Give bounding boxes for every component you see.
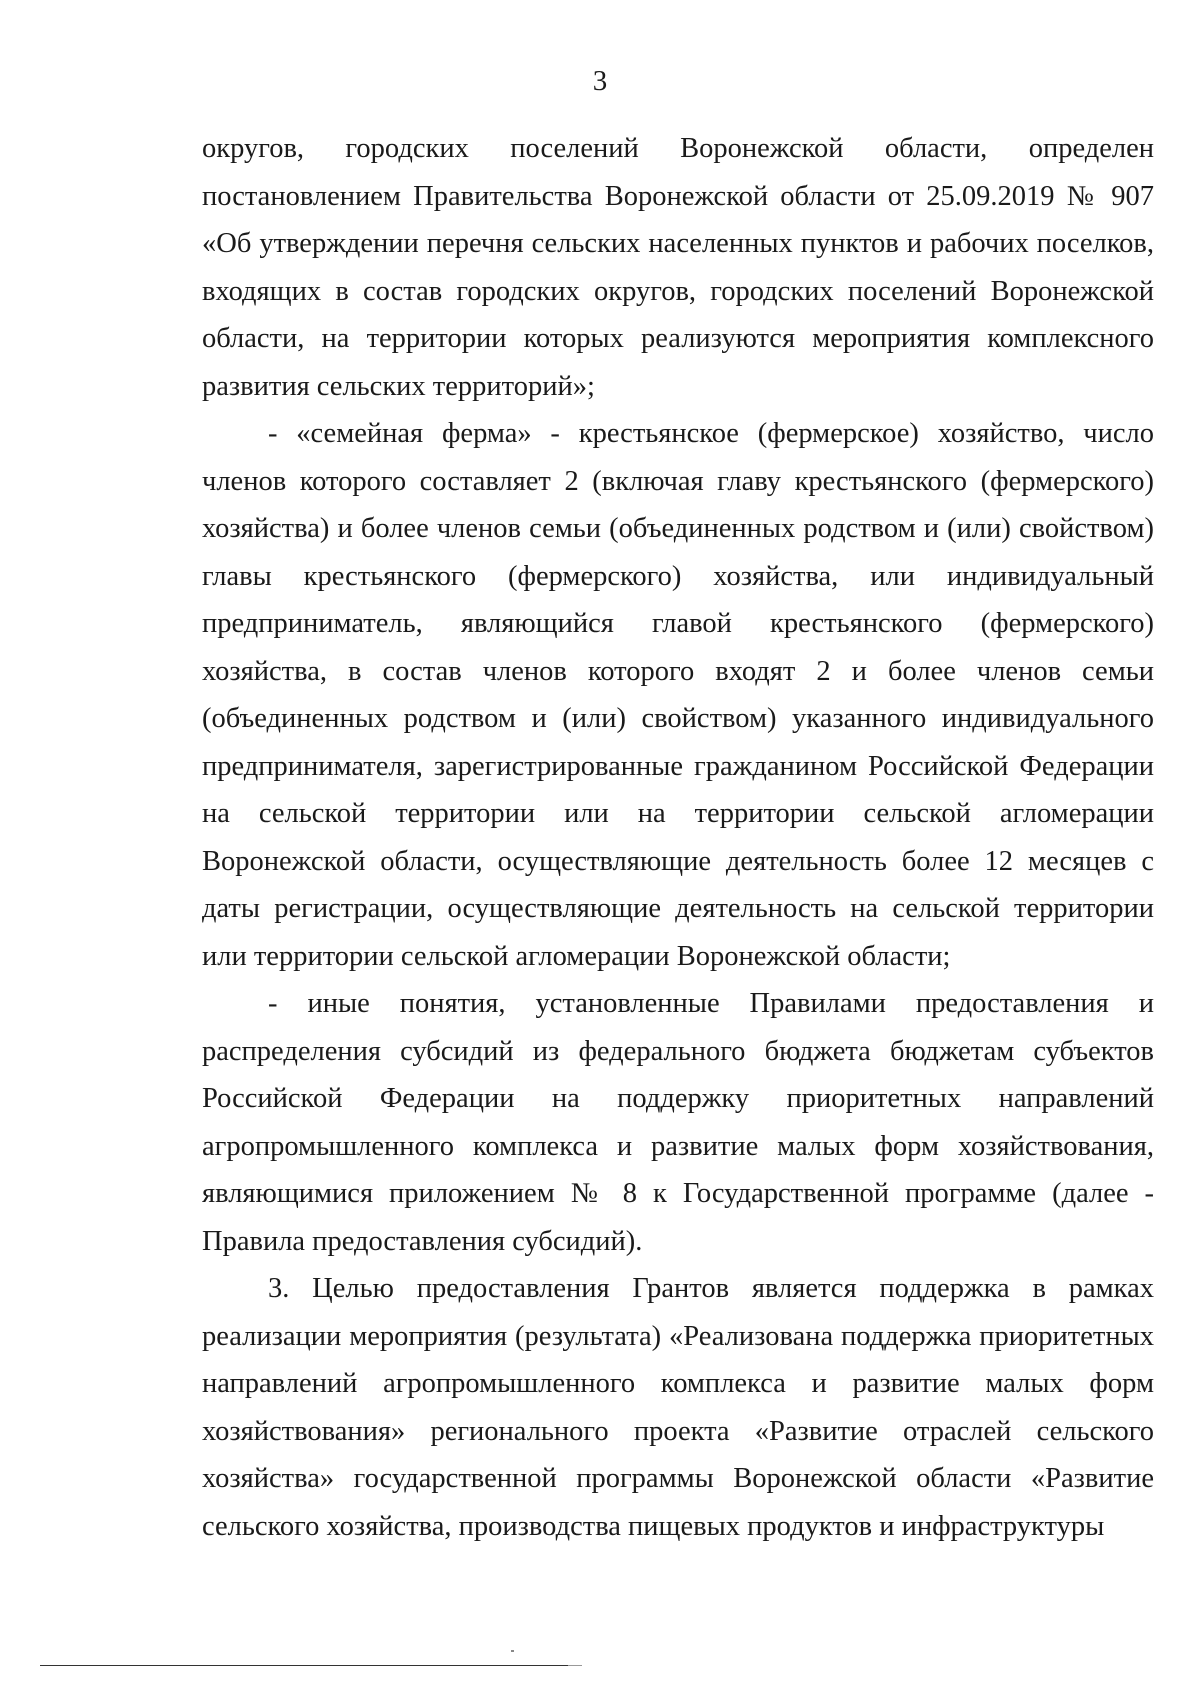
paragraph-other-terms: - иные понятия, установленные Правилами предоставления и распределения субсидий из федерального бюджета бюджетам субъектов Российской Федерации на поддержку приоритетных направлений агропромышленного комплекса и развитие малых форм хозяйствования, являющимися приложением № 8 к Государственной программе (далее - Правила предоставления субсидий). xyxy=(202,988,1154,1257)
document-body xyxy=(202,125,1154,1550)
page-number: 3 xyxy=(592,65,608,97)
footer-rule-tail xyxy=(568,1665,582,1666)
footer-rule xyxy=(40,1665,568,1666)
scan-speck xyxy=(511,1650,514,1652)
paragraph-family-farm-definition: - «семейная ферма» - крестьянское (фермерское) хозяйство, число членов которого составляет 2 (включая главу крестьянского (фермерского) хозяйства) и более членов семьи (объединенных родством и (или) свойством) главы крестьянского (фермерского) хозяйства, или индивидуальный предприниматель, являющийся главой крестьянского (фермерского) хозяйства, в состав членов которого входят 2 и более членов семьи (объединенных родством и (или) свойством) указанного индивидуального предпринимателя, зарегистрированные гражданином Российской Федерации на сельской территории или на территории сельской агломерации Воронежской области, осуществляющие деятельность более 12 месяцев с даты регистрации, осуществляющие деятельность на сельской территории или территории сельской агломерации Воронежской области; xyxy=(202,418,1154,972)
paragraph-grant-purpose: 3. Целью предоставления Грантов является поддержка в рамках реализации мероприятия (результата) «Реализована поддержка приоритетных направлений агропромышленного комплекса и развитие малых форм хозяйствования» регионального проекта «Развитие отраслей сельского хозяйства» государственной программы Воронежской области «Развитие сельского хозяйства, производства пищевых продуктов и инфраструктуры xyxy=(202,1273,1154,1542)
paragraph-continuation: округов, городских поселений Воронежской области, определен постановлением Правительства Воронежской области от 25.09.2019 № 907 «Об утверждении перечня сельских населенных пунктов и рабочих поселков, входящих в состав городских округов, городских поселений Воронежской области, на территории которых реализуются мероприятия комплексного развития сельских территорий»; xyxy=(202,133,1154,402)
